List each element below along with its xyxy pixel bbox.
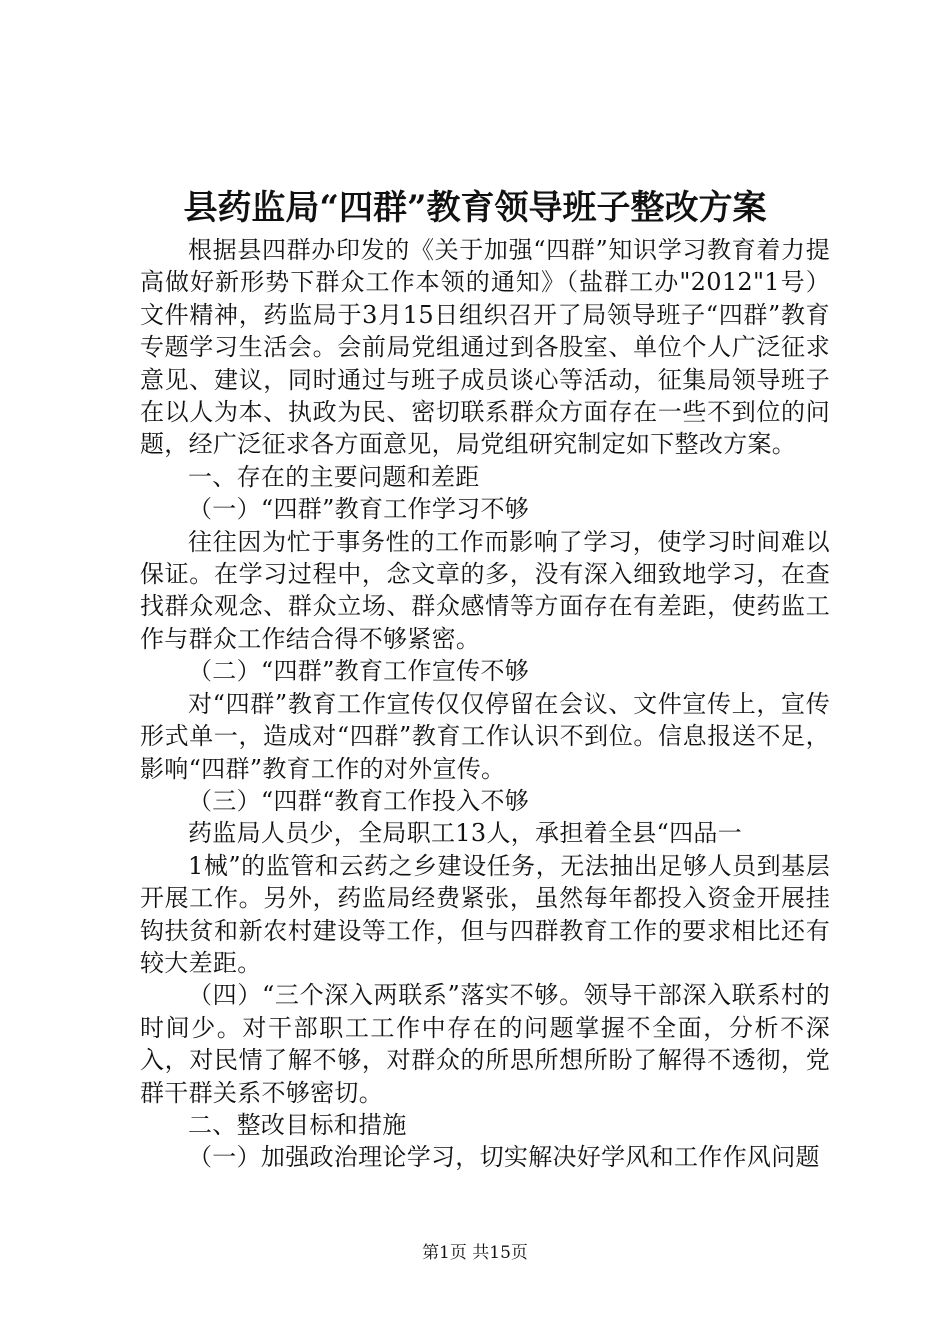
subheading-1-1: （一）“四群”教育工作学习不够 xyxy=(188,495,530,524)
paragraph-intro: 根据县四群办印发的《关于加强“四群”知识学习教育着力提高做好新形势下群众工作本领的通知》（盐群工办"2012"1号）文件精神，药监局于3月15日组织召开了局领导班子“四群”教育专题学习生活会。会前局党组通过到各股室、单位个人广泛征求意见、建议，同时通过与班子成员谈心等活动，征集局领导班子在以人为本、执政为民、密切联系群众方面存在一些不到位的问题，经广泛征求各方面意见，局党组研究制定如下整改方案。 xyxy=(140,236,830,459)
heading-section-2: 二、整改目标和措施 xyxy=(188,1110,407,1139)
paragraph-1-2: 对“四群”教育工作宣传仅仅停留在会议、文件宣传上，宣传形式单一，造成对“四群”教育工作认识不到位。信息报送不足，影响“四群”教育工作的对外宣传。 xyxy=(140,689,830,783)
subheading-2-1: （一）加强政治理论学习，切实解决好学风和工作作风问题 xyxy=(188,1143,820,1172)
paragraph-1-3a: 药监局人员少，全局职工13人，承担着全县“四品一 xyxy=(188,819,743,848)
page-footer: 第1页 共15页 xyxy=(422,1243,528,1263)
heading-section-1: 一、存在的主要问题和差距 xyxy=(188,462,480,491)
document-body xyxy=(140,234,830,1174)
paragraph-1-1: 往往因为忙于事务性的工作而影响了学习，使学习时间难以保证。在学习过程中，念文章的多，没有深入细致地学习，在查找群众观念、群众立场、群众感情等方面存在有差距，使药监工作与群众工作结合得不够紧密。 xyxy=(140,527,830,653)
subheading-1-3: （三）“四群“教育工作投入不够 xyxy=(188,786,530,815)
paragraph-1-4: （四）“三个深入两联系”落实不够。领导干部深入联系村的时间少。对干部职工工作中存在的问题掌握不全面，分析不深入，对民情了解不够，对群众的所思所想所盼了解得不透彻，党群干群关系不够密切。 xyxy=(140,981,830,1107)
document-title: 县药监局“四群”教育领导班子整改方案 xyxy=(183,188,767,228)
subheading-1-2: （二）“四群”教育工作宣传不够 xyxy=(188,657,530,686)
paragraph-1-3b: 1械”的监管和云药之乡建设任务，无法抽出足够人员到基层开展工作。另外，药监局经费紧张，虽然每年都投入资金开展挂钩扶贫和新农村建设等工作，但与四群教育工作的要求相比还有较大差距。 xyxy=(140,851,830,977)
